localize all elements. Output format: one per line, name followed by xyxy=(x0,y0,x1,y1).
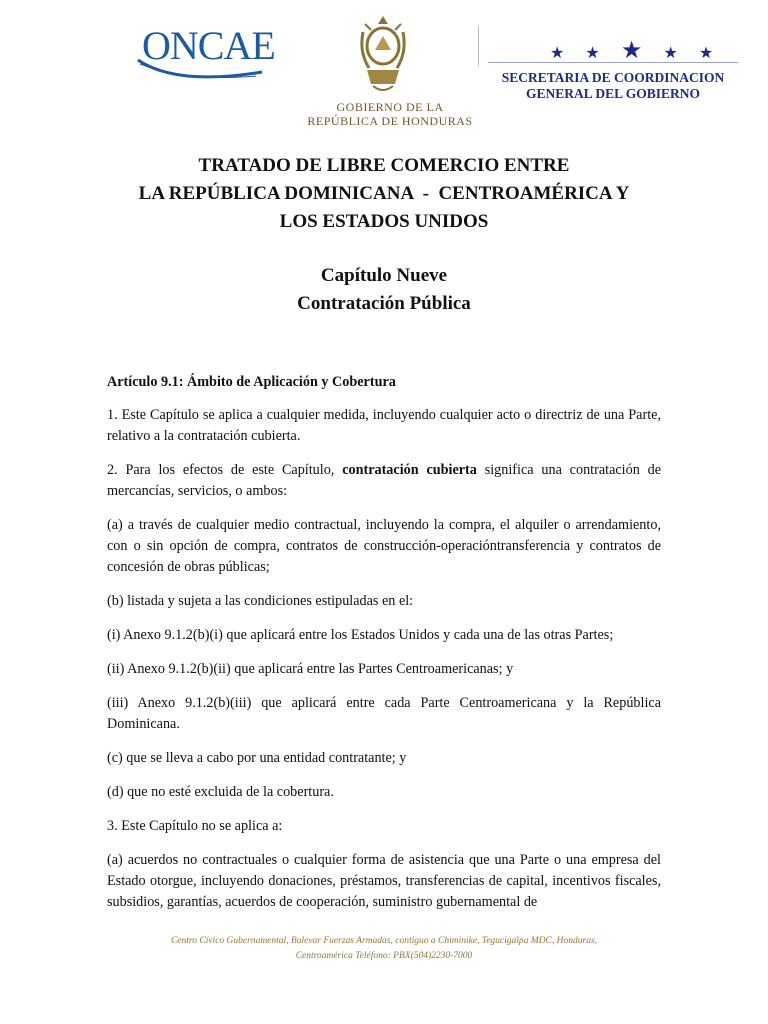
paragraph-3: 3. Este Capítulo no se aplica a: xyxy=(107,818,283,834)
paragraph-2-end: significa una contratación de mercancías, servicios, o ambos: xyxy=(107,462,662,499)
paragraph-2 xyxy=(107,460,661,502)
item-d: (d) que no esté excluida de la cobertura. xyxy=(107,784,334,800)
defined-term: contratación cubierta xyxy=(342,462,477,478)
item-ii: (ii) Anexo 9.1.2(b)(ii) que aplicará entre las Partes Centroamericanas; y xyxy=(107,661,514,677)
treaty-title-line3: LOS ESTADOS UNIDOS xyxy=(279,211,489,232)
oncae-logo xyxy=(136,22,275,82)
page-footer xyxy=(60,934,708,964)
stars-icon: ★ ★ ★ ★ ★ xyxy=(550,36,722,64)
treaty-title-line2: LA REPÚBLICA DOMINICANA - CENTROAMÉRICA Y xyxy=(138,183,630,204)
treaty-title-line1: TRATADO DE LIBRE COMERCIO ENTRE xyxy=(198,155,570,176)
item-c: (c) que se lleva a cabo por una entidad contratante; y xyxy=(107,750,407,766)
government-label-line2: REPÚBLICA DE HONDURAS xyxy=(307,114,473,128)
item-a: (a) a través de cualquier medio contractual, incluyendo la compra, el alquiler o arrendamiento, con o sin opción de compra, contratos de construcción-operacióntransferencia y contratos de concesión de obras públicas; xyxy=(107,517,661,575)
document-body xyxy=(107,372,661,926)
paragraph-2-start: 2. Para los efectos de este Capítulo, xyxy=(107,462,343,478)
secretaria-label-line1: SECRETARIA DE COORDINACION xyxy=(501,70,725,85)
treaty-title xyxy=(60,152,708,236)
paragraph-1: 1. Este Capítulo se aplica a cualquier medida, incluyendo cualquier acto o directriz de una Parte, relativo a la contratación cubierta. xyxy=(107,407,661,444)
honduras-coat-of-arms-icon xyxy=(355,12,411,96)
government-label xyxy=(300,100,480,128)
item-iii: (iii) Anexo 9.1.2(b)(iii) que aplicará entre cada Parte Centroamericana y la República Dominicana. xyxy=(107,695,661,732)
paragraph-3-item-a: (a) acuerdos no contractuales o cualquier forma de asistencia que una Parte o una empresa del Estado otorgue, incluyendo donaciones, préstamos, transferencias de capital, incentivos fiscales, subsidios, garantías, acuerdos de cooperación, suministro gubernamental de xyxy=(107,852,661,910)
footer-address: Centro Cívico Gubernamental, Bulevar Fuerzas Armadas, contiguo a Chiminike, Tegucigalpa MDC, Honduras, xyxy=(170,936,598,946)
secretaria-logo xyxy=(478,26,738,116)
item-i: (i) Anexo 9.1.2(b)(i) que aplicará entre los Estados Unidos y cada una de las otras Partes; xyxy=(107,627,614,643)
oncae-swoosh-icon xyxy=(136,52,266,82)
logo-divider xyxy=(478,26,479,66)
chapter-heading xyxy=(60,262,708,318)
oncae-logo-text: ONCAE xyxy=(142,23,275,68)
item-b: (b) listada y sujeta a las condiciones estipuladas en el: xyxy=(107,593,414,609)
government-label-line1: GOBIERNO DE LA xyxy=(336,100,444,114)
chapter-number: Capítulo Nueve xyxy=(320,265,448,286)
footer-phone: Centroamérica Teléfono: PBX(504)2230-7000 xyxy=(295,951,473,961)
page-header xyxy=(0,0,768,140)
chapter-title: Contratación Pública xyxy=(297,293,471,314)
secretaria-label xyxy=(498,70,728,102)
article-heading: Artículo 9.1: Ámbito de Aplicación y Cobertura xyxy=(107,374,396,390)
secretaria-label-line2: GENERAL DEL GOBIERNO xyxy=(525,86,701,101)
